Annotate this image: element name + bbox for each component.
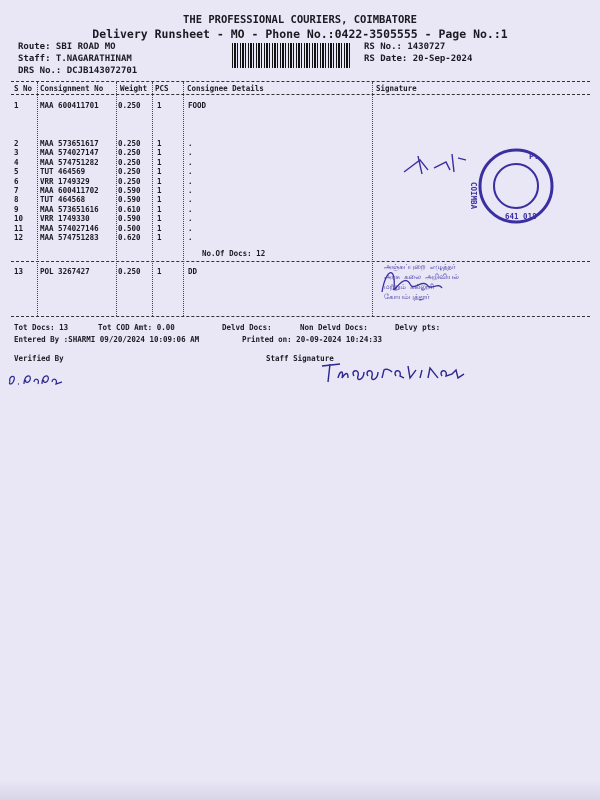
cell-pcs: 1 bbox=[157, 176, 162, 186]
cell-sno: 13 bbox=[14, 267, 24, 276]
cell-sno: 5 bbox=[14, 167, 19, 177]
cell-pcs: 1 bbox=[157, 195, 162, 205]
stamp-bottom-text: 641 018 bbox=[505, 212, 537, 221]
cell-pcs: 1 bbox=[157, 186, 162, 195]
runsheet-subtitle: Delivery Runsheet - MO - Phone No.:0422-3505555 - Page No.:1 bbox=[92, 27, 508, 41]
tamil-stamp-line: கோயம்புத்தூர் bbox=[384, 293, 430, 301]
signature-scribble bbox=[400, 148, 475, 178]
cell-wt: 0.590 bbox=[118, 186, 141, 195]
cell-wt: 0.590 bbox=[118, 195, 141, 205]
cell-wt: 0.590 bbox=[118, 214, 141, 224]
cell-sno: 6 bbox=[14, 176, 19, 186]
stamp-left-text: COIMBA bbox=[469, 182, 478, 210]
rs-date: RS Date: 20-Sep-2024 bbox=[364, 54, 473, 64]
rs-number: RS No.: 1430727 bbox=[364, 42, 446, 52]
cell-pcs: 1 bbox=[157, 101, 162, 110]
table-row bbox=[0, 101, 600, 111]
cell-wt: 0.250 bbox=[118, 267, 141, 276]
cell-cn: MAA 573651617 bbox=[40, 139, 99, 148]
printed-on: Printed on: 20-09-2024 10:24:33 bbox=[242, 335, 382, 344]
tot-docs: Tot Docs: 13 bbox=[14, 323, 69, 332]
col-header-consignee: Consignee Details bbox=[187, 84, 264, 93]
cell-details: . bbox=[188, 157, 193, 167]
cell-sno: 1 bbox=[14, 101, 19, 110]
cell-cn: POL 3267427 bbox=[40, 267, 90, 276]
cell-details: FOOD bbox=[188, 101, 207, 110]
barcode bbox=[232, 43, 352, 68]
verifier-signature bbox=[6, 368, 71, 390]
col-header-consignment: Consignment No bbox=[40, 84, 104, 93]
cell-details: . bbox=[188, 214, 193, 224]
table-bottom-rule bbox=[11, 316, 590, 317]
cell-details: . bbox=[188, 195, 193, 205]
table-top-rule bbox=[11, 81, 590, 82]
cell-cn: TUT 464569 bbox=[40, 167, 86, 177]
cell-sno: 8 bbox=[14, 195, 19, 205]
col-header-signature: Signature bbox=[376, 84, 417, 93]
cell-pcs: 1 bbox=[157, 157, 162, 167]
cell-cn: MAA 574027146 bbox=[40, 223, 99, 233]
staff-signature-label: Staff Signature bbox=[266, 354, 334, 363]
stamp-top-text: P. bbox=[529, 152, 539, 161]
cell-sno: 7 bbox=[14, 186, 19, 195]
delivered-docs: Delvd Docs: bbox=[222, 323, 272, 332]
cell-cn: MAA 574027147 bbox=[40, 148, 99, 158]
cell-cn: MAA 600411701 bbox=[40, 101, 99, 110]
cell-wt: 0.250 bbox=[118, 157, 141, 167]
col-header-pcs: PCS bbox=[155, 84, 169, 93]
cell-details: DD bbox=[188, 267, 198, 276]
cell-pcs: 1 bbox=[157, 267, 162, 276]
cell-pcs: 1 bbox=[157, 148, 162, 158]
header-bottom-rule bbox=[11, 94, 590, 95]
cell-wt: 0.610 bbox=[118, 204, 141, 214]
table-row bbox=[0, 233, 600, 243]
cell-wt: 0.250 bbox=[118, 148, 141, 158]
cell-details: . bbox=[188, 148, 193, 158]
page-bottom-shade bbox=[0, 780, 600, 800]
no-of-docs: No.Of Docs: 12 bbox=[202, 249, 266, 258]
table-row bbox=[0, 267, 600, 277]
cell-sno: 9 bbox=[14, 204, 19, 214]
cell-pcs: 1 bbox=[157, 167, 162, 177]
tot-cod-amt: Tot COD Amt: 0.00 bbox=[98, 323, 175, 332]
cell-wt: 0.500 bbox=[118, 223, 141, 233]
cell-details: . bbox=[188, 233, 193, 242]
cell-sno: 3 bbox=[14, 148, 19, 158]
staff-label: Staff: T.NAGARATHINAM bbox=[18, 54, 132, 64]
tamil-stamp-signature bbox=[376, 262, 446, 302]
cell-pcs: 1 bbox=[157, 223, 162, 233]
cell-sno: 4 bbox=[14, 157, 19, 167]
route-label: Route: SBI ROAD MO bbox=[18, 42, 116, 52]
cell-details: . bbox=[188, 223, 193, 233]
col-header-weight: Weight bbox=[120, 84, 148, 93]
cell-cn: MAA 573651616 bbox=[40, 204, 99, 214]
cell-pcs: 1 bbox=[157, 214, 162, 224]
staff-signature-scribble bbox=[320, 360, 470, 386]
cell-cn: MAA 574751283 bbox=[40, 233, 99, 242]
cell-details: . bbox=[188, 176, 193, 186]
col-header-sno: S No bbox=[14, 84, 33, 93]
company-title: THE PROFESSIONAL COURIERS, COIMBATORE bbox=[183, 14, 417, 26]
cell-cn: VRR 1749330 bbox=[40, 214, 90, 224]
cell-details: . bbox=[188, 139, 193, 148]
cell-wt: 0.250 bbox=[118, 167, 141, 177]
cell-cn: TUT 464568 bbox=[40, 195, 86, 205]
non-delivered-docs: Non Delvd Docs: bbox=[300, 323, 368, 332]
cell-sno: 2 bbox=[14, 139, 19, 148]
entered-by: Entered By :SHARMI 09/20/2024 10:09:06 AM bbox=[14, 335, 200, 344]
drs-number: DRS No.: DCJB143072701 bbox=[18, 66, 138, 76]
cell-pcs: 1 bbox=[157, 233, 162, 242]
cell-wt: 0.250 bbox=[118, 101, 141, 110]
cell-sno: 12 bbox=[14, 233, 24, 242]
cell-details: . bbox=[188, 167, 193, 177]
cell-cn: VRR 1749329 bbox=[40, 176, 90, 186]
delivery-points: Delvy pts: bbox=[395, 323, 441, 332]
cell-sno: 11 bbox=[14, 223, 24, 233]
cell-cn: MAA 574751282 bbox=[40, 157, 99, 167]
cell-cn: MAA 600411702 bbox=[40, 186, 99, 195]
verified-by-label: Verified By bbox=[14, 354, 64, 363]
cell-wt: 0.620 bbox=[118, 233, 141, 242]
cell-details: . bbox=[188, 186, 193, 195]
cell-details: . bbox=[188, 204, 193, 214]
cell-wt: 0.250 bbox=[118, 139, 141, 148]
tamil-stamp-line: அஞ்சுப்புறை எழுத்தர் bbox=[384, 263, 456, 271]
tamil-stamp-line: அரசு கலை அறிவியல் bbox=[384, 273, 459, 281]
block-separator-rule bbox=[11, 261, 590, 262]
cell-sno: 10 bbox=[14, 214, 24, 224]
cell-wt: 0.250 bbox=[118, 176, 141, 186]
cell-pcs: 1 bbox=[157, 204, 162, 214]
cell-pcs: 1 bbox=[157, 139, 162, 148]
tamil-stamp-line: மற்றும் கல்லூரி bbox=[384, 283, 434, 291]
